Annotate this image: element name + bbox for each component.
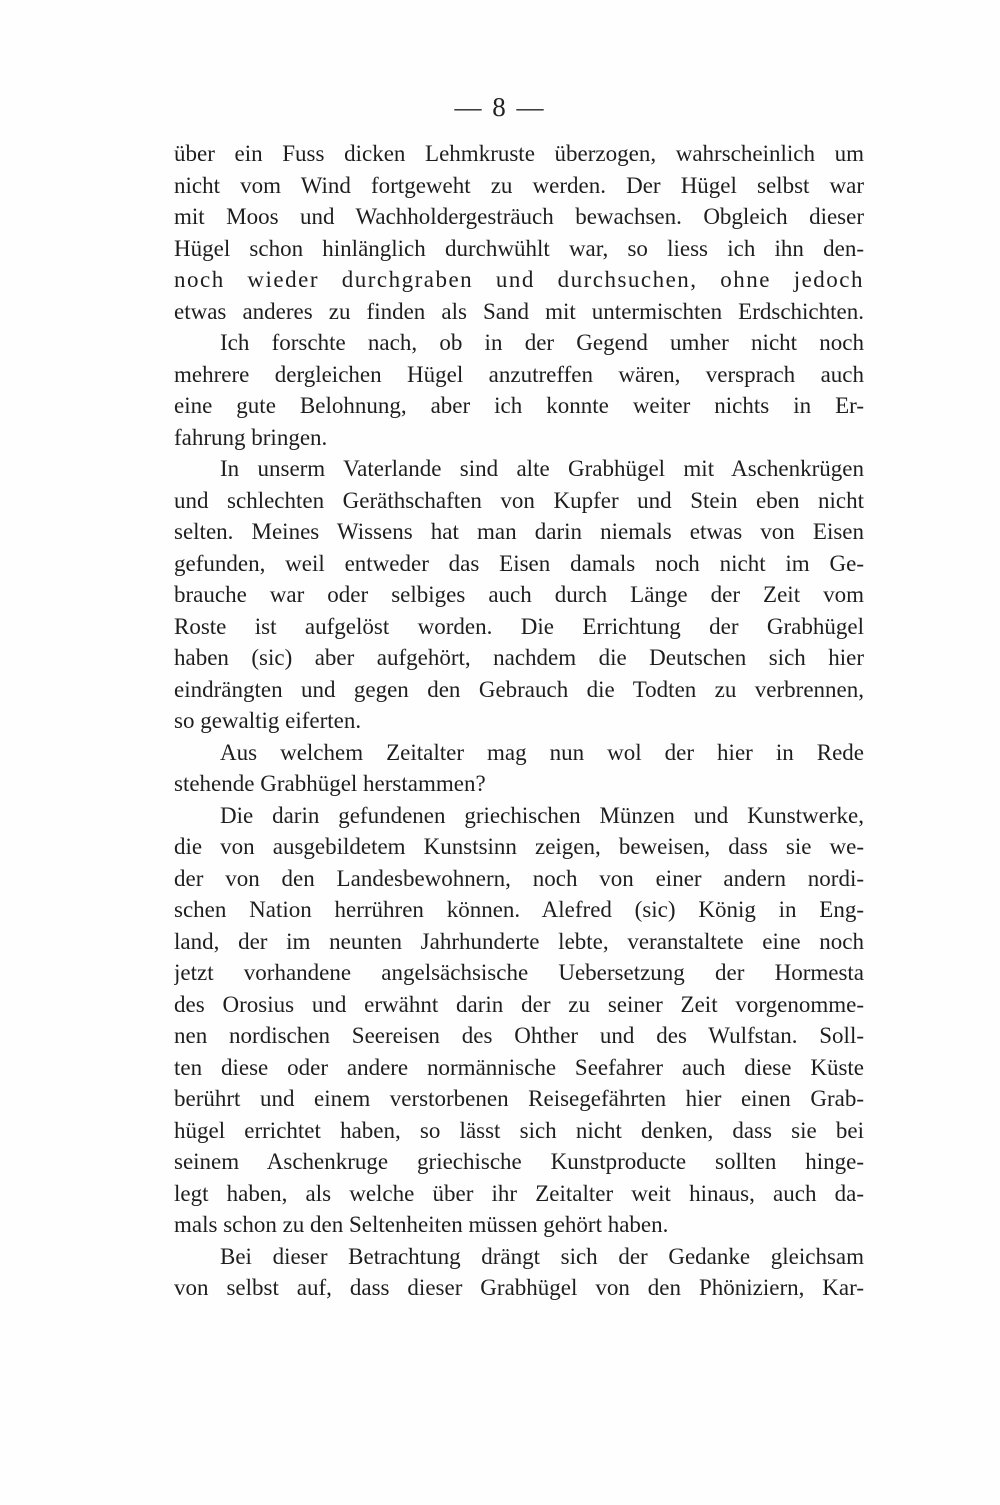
text-line: jetzt vorhandene angelsächsische Uebersetzung der Hormesta — [174, 960, 864, 985]
text-line: Hügel schon hinlänglich durchwühlt war, so liess ich ihn den- — [174, 235, 864, 261]
text-line: noch wieder durchgraben und durchsuchen, ohne jedoch — [174, 267, 864, 292]
text-line: haben (sic) aber aufgehört, nachdem die Deutschen sich hier — [174, 645, 864, 670]
text-line: fahrung bringen. — [174, 424, 328, 450]
text-line: selten. Meines Wissens hat man darin niemals etwas von Eisen — [174, 519, 864, 544]
text-line: Die darin gefundenen griechischen Münzen und Kunstwerke, — [220, 802, 864, 828]
text-line: gefunden, weil entweder das Eisen damals noch nicht im Ge- — [174, 550, 864, 576]
text-line: nicht vom Wind fortgeweht zu werden. Der Hügel selbst war — [174, 172, 864, 198]
paragraph-1 — [174, 138, 864, 327]
page-number: — 8 — — [454, 92, 546, 122]
text-line: Ich forschte nach, ob in der Gegend umher nicht noch — [220, 330, 864, 355]
text-line: seinem Aschenkruge griechische Kunstproducte sollten hinge- — [174, 1149, 864, 1174]
text-line: mals schon zu den Seltenheiten müssen gehört haben. — [174, 1212, 669, 1237]
text-line: Bei dieser Betrachtung drängt sich der Gedanke gleichsam — [220, 1243, 864, 1269]
text-line: mehrere dergleichen Hügel anzutreffen wären, versprach auch — [174, 361, 864, 387]
text-line: Aus welchem Zeitalter mag nun wol der hier in Rede — [220, 739, 864, 765]
text-line: ten diese oder andere normännische Seefahrer auch diese Küste — [174, 1054, 864, 1080]
page-text — [174, 138, 864, 1304]
text-line: über ein Fuss dicken Lehmkruste überzogen, wahrscheinlich um — [174, 141, 864, 166]
text-line: des Orosius und erwähnt darin der zu seiner Zeit vorgenomme- — [174, 991, 864, 1017]
text-line: land, der im neunten Jahrhunderte lebte, veranstaltete eine noch — [174, 928, 864, 954]
paragraph-6 — [174, 1241, 864, 1304]
text-line: und schlechten Geräthschaften von Kupfer und Stein eben nicht — [174, 487, 864, 513]
text-line: so gewaltig eiferten. — [174, 708, 362, 733]
text-line: von selbst auf, dass dieser Grabhügel von den Phöniziern, Kar- — [174, 1275, 864, 1300]
paragraph-3 — [174, 453, 864, 737]
text-line: Roste ist aufgelöst worden. Die Errichtung der Grabhügel — [174, 613, 864, 639]
paragraph-4 — [174, 737, 864, 800]
text-line: schen Nation herrühren können. Alefred (sic) König in Eng- — [174, 897, 864, 922]
text-line: etwas anderes zu finden als Sand mit untermischten Erdschichten. — [174, 298, 864, 324]
text-line: In unserm Vaterlande sind alte Grabhügel mit Aschenkrügen — [220, 456, 864, 481]
text-line: eindrängten und gegen den Gebrauch die Todten zu verbrennen, — [174, 676, 864, 702]
text-line: berührt und einem verstorbenen Reisegefährten hier einen Grab- — [174, 1086, 864, 1111]
text-line: nen nordischen Seereisen des Ohther und des Wulfstan. Soll- — [174, 1023, 864, 1048]
text-line: der von den Landesbewohnern, noch von einer andern nordi- — [174, 865, 864, 891]
text-line: hügel errichtet haben, so lässt sich nicht denken, dass sie bei — [174, 1117, 864, 1143]
text-line: die von ausgebildetem Kunstsinn zeigen, beweisen, dass sie we- — [174, 834, 864, 859]
text-line: brauche war oder selbiges auch durch Länge der Zeit vom — [174, 582, 864, 607]
paragraph-2 — [174, 327, 864, 453]
text-line: mit Moos und Wachholdergesträuch bewachsen. Obgleich dieser — [174, 204, 864, 229]
text-line: stehende Grabhügel herstammen? — [174, 771, 486, 796]
text-line: eine gute Belohnung, aber ich konnte weiter nichts in Er- — [174, 393, 864, 418]
text-line: legt haben, als welche über ihr Zeitalter weit hinaus, auch da- — [174, 1180, 864, 1206]
paragraph-5 — [174, 800, 864, 1241]
